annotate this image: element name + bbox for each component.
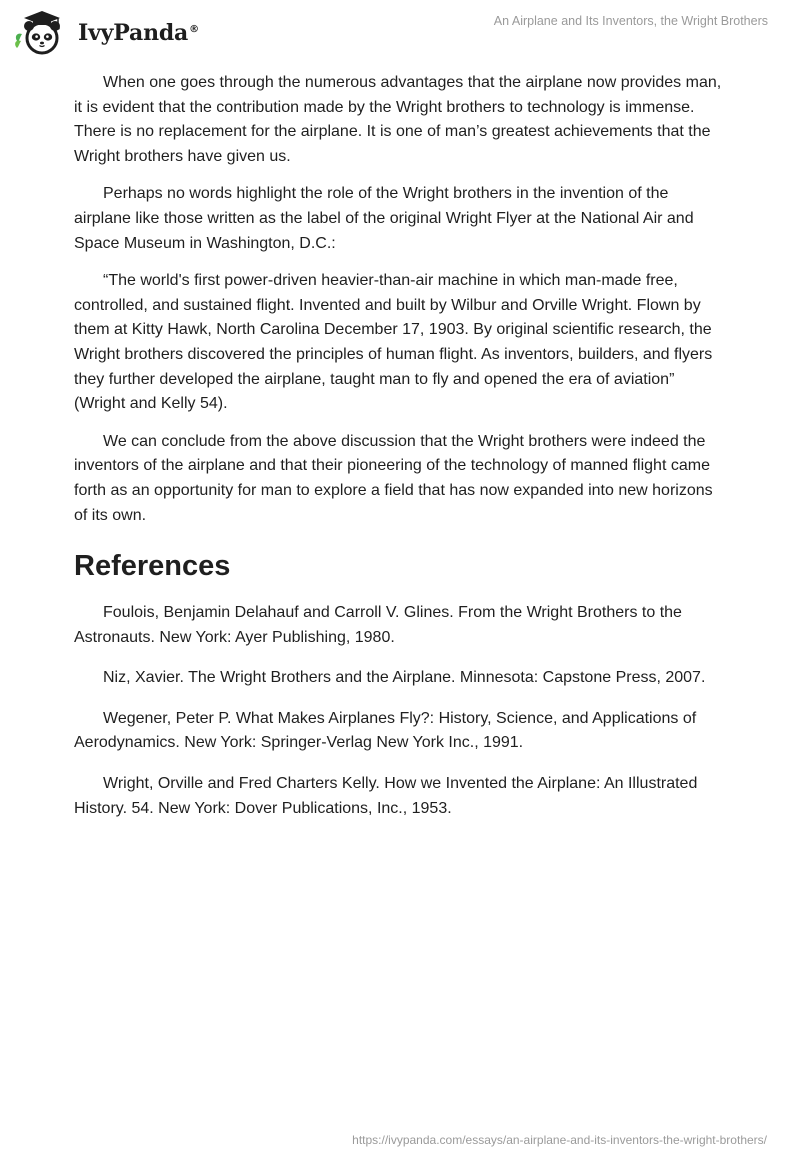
source-url-link[interactable]: https://ivypanda.com/essays/an-airplane-and-its-inventors-the-wright-brothers/: [352, 1133, 767, 1147]
document-title: An Airplane and Its Inventors, the Wright Brothers: [493, 14, 768, 28]
reference-item: Wright, Orville and Fred Charters Kelly. How we Invented the Airplane: An Illustrated History. 54. New York: Dover Publications, Inc., 1953.: [74, 775, 698, 817]
body-paragraph: We can conclude from the above discussion that the Wright brothers were indeed the inventors of the airplane and that their pioneering of the technology of manned flight came forth as an opportunity for man to explore a field that has now expanded into new horizons of its own.: [74, 432, 713, 524]
panda-graduation-cap-icon: [14, 8, 72, 56]
body-paragraph: Perhaps no words highlight the role of the Wright brothers in the invention of the airplane like those written as the label of the original Wright Flyer at the National Air and Space Museum in Washington, D.C.:: [74, 185, 694, 252]
reference-item: Wegener, Peter P. What Makes Airplanes Fly?: History, Science, and Applications of Aerodynamics. New York: Springer-Verlag New York Inc., 1991.: [74, 709, 697, 752]
ivypanda-logo[interactable]: [14, 8, 199, 56]
references-heading: References: [74, 550, 231, 583]
reference-item: Niz, Xavier. The Wright Brothers and the Airplane. Minnesota: Capstone Press, 2007.: [103, 669, 706, 687]
page-header: [0, 0, 800, 60]
essay-content: [74, 71, 726, 837]
reference-item: Foulois, Benjamin Delahauf and Carroll V. Glines. From the Wright Brothers to the Astronauts. New York: Ayer Publishing, 1980.: [74, 604, 682, 646]
body-paragraph: When one goes through the numerous advantages that the airplane now provides man, it is evident that the contribution made by the Wright brothers to technology is immense. There is no replacement for the airplane. It is one of man’s greatest achievements that the Wright brothers have given us.: [74, 74, 722, 165]
registered-mark: ®: [189, 23, 199, 35]
quote-paragraph: “The world's first power-driven heavier-than-air machine in which man-made free, controlled, and sustained flight. Invented and built by Wilbur and Orville Wright. Flown by them at Kitty Hawk, North Carolina December 17, 1903. By original scientific research, the Wright brothers discovered the principles of human flight. As inventors, builders, and flyers they further developed the airplane, taught man to fly and opened the era of aviation” (Wright and Kelly 54).: [74, 272, 713, 413]
logo-wordmark: IvyPanda®: [78, 20, 199, 46]
